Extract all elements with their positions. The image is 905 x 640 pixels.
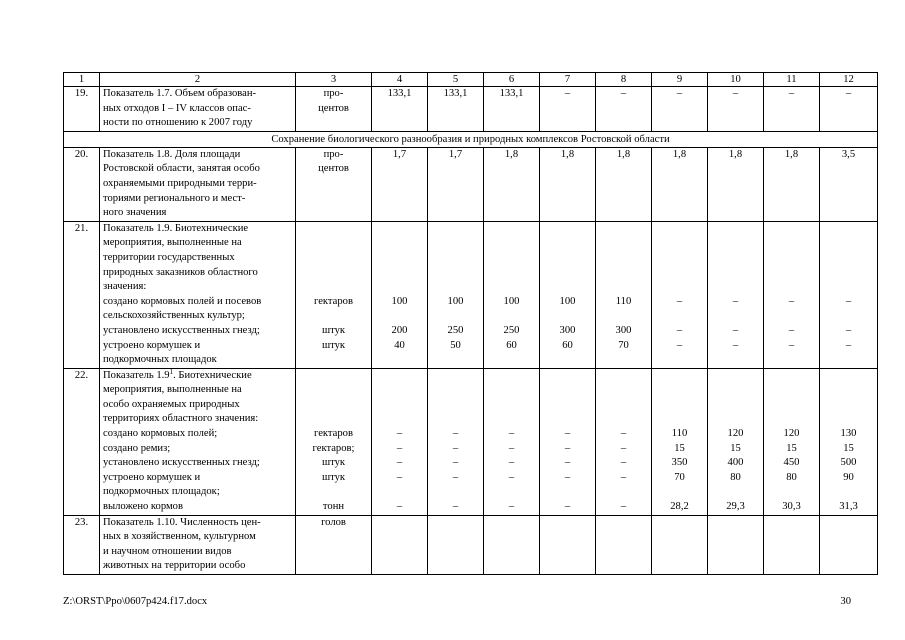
table-row [64, 368, 878, 515]
section-row [64, 131, 878, 147]
header-cell: 5 [428, 73, 484, 87]
value-cell [540, 515, 596, 574]
table-row [64, 87, 878, 132]
value-cell: 110 15 350 70 28,2 [652, 368, 708, 515]
indicator-description: Показатель 1.8. Доля площади Ростовской области, занятая особо охраняемыми природными терри- ториями регионального и мест- ного значения [100, 147, 296, 221]
unit-cell: про- центов [296, 87, 372, 132]
value-cell: 133,1 [428, 87, 484, 132]
value-cell: 100 250 60 [484, 221, 540, 368]
header-cell: 8 [596, 73, 652, 87]
value-cell: 1,8 [708, 147, 764, 221]
value-cell: 130 15 500 90 31,3 [820, 368, 878, 515]
header-cell: 4 [372, 73, 428, 87]
header-cell: 6 [484, 73, 540, 87]
indicator-description: Показатель 1.9. Биотехнические мероприятия, выполненные на территории государственных природных заказников областного значения: создано кормовых полей и посевов сельскохозяйственных культур; установлено искусственных гнезд; устроено кормушек и подкормочных площадок [100, 221, 296, 368]
value-cell: – [764, 87, 820, 132]
value-cell [708, 515, 764, 574]
row-number: 19. [64, 87, 100, 132]
value-cell: 120 15 450 80 30,3 [764, 368, 820, 515]
value-cell [484, 515, 540, 574]
value-cell: 100 300 60 [540, 221, 596, 368]
table-row [64, 221, 878, 368]
indicator-description: Показатель $1.9^1$. Биотехнические мероприятия, выполненные на особо охраняемых природных территориях областного значения: создано кормовых полей; создано ремиз; установлено искусственных гнезд; устроено кормушек и подкормочных площадок; выложено кормов [100, 368, 296, 515]
value-cell: 3,5 [820, 147, 878, 221]
page-number: 30 [840, 596, 851, 607]
value-cell: 1,8 [540, 147, 596, 221]
value-cell: – – – – – [372, 368, 428, 515]
value-cell: 1,7 [372, 147, 428, 221]
header-cell: 3 [296, 73, 372, 87]
value-cell: 1,8 [652, 147, 708, 221]
unit-cell: гектаров штук штук [296, 221, 372, 368]
value-cell: – – – – – [596, 368, 652, 515]
value-cell [764, 515, 820, 574]
value-cell: 100 250 50 [428, 221, 484, 368]
header-cell: 10 [708, 73, 764, 87]
value-cell [428, 515, 484, 574]
value-cell: 1,7 [428, 147, 484, 221]
value-cell: 120 15 400 80 29,3 [708, 368, 764, 515]
value-cell [820, 515, 878, 574]
file-path-footer: Z:\ORST\Ppo\0607p424.f17.docx [63, 596, 208, 607]
value-cell: 133,1 [372, 87, 428, 132]
unit-cell: про- центов [296, 147, 372, 221]
value-cell: – [708, 87, 764, 132]
header-cell: 11 [764, 73, 820, 87]
value-cell: – – – [764, 221, 820, 368]
header-row [64, 73, 878, 87]
value-cell: – [596, 87, 652, 132]
unit-cell: голов [296, 515, 372, 574]
row-number: 20. [64, 147, 100, 221]
header-cell: 9 [652, 73, 708, 87]
value-cell: – – – [708, 221, 764, 368]
value-cell: – [652, 87, 708, 132]
table-row [64, 147, 878, 221]
value-cell: 110 300 70 [596, 221, 652, 368]
value-cell [652, 515, 708, 574]
indicators-table [63, 72, 878, 575]
indicator-description: Показатель 1.7. Объем образован- ных отходов I – IV классов опас- ности по отношению к 2007 году [100, 87, 296, 132]
value-cell: – [820, 87, 878, 132]
value-cell [372, 515, 428, 574]
value-cell: – – – [820, 221, 878, 368]
value-cell [596, 515, 652, 574]
row-number: 22. [64, 368, 100, 515]
row-number: 23. [64, 515, 100, 574]
row-number: 21. [64, 221, 100, 368]
header-cell: 7 [540, 73, 596, 87]
unit-cell: гектаров гектаров; штук штук тонн [296, 368, 372, 515]
header-cell: 1 [64, 73, 100, 87]
value-cell: 1,8 [596, 147, 652, 221]
header-cell: 12 [820, 73, 878, 87]
table-row [64, 515, 878, 574]
value-cell: 100 200 40 [372, 221, 428, 368]
indicator-description: Показатель 1.10. Численность цен- ных в хозяйственном, культурном и научном отношении видов животных на территории особо [100, 515, 296, 574]
header-cell: 2 [100, 73, 296, 87]
value-cell: – [540, 87, 596, 132]
value-cell: – – – – – [540, 368, 596, 515]
value-cell: – – – [652, 221, 708, 368]
value-cell: 1,8 [764, 147, 820, 221]
value-cell: – – – – – [484, 368, 540, 515]
value-cell: – – – – – [428, 368, 484, 515]
value-cell: 133,1 [484, 87, 540, 132]
value-cell: 1,8 [484, 147, 540, 221]
section-title: Сохранение биологического разнообразия и природных комплексов Ростовской области [64, 131, 878, 147]
